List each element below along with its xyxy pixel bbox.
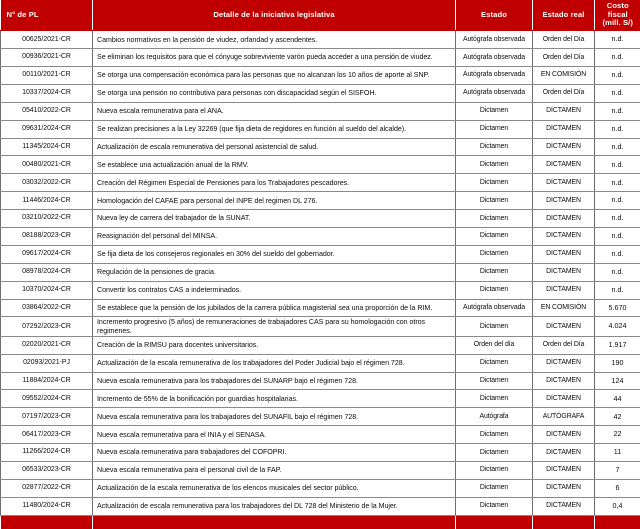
column-header-costo-fiscal [595, 0, 640, 31]
cell-estado: Autógrafa [456, 408, 533, 426]
cell-estado-real: DICTAMEN [533, 354, 595, 372]
column-header-pl-number: N° de PL [1, 0, 93, 31]
cell-costo-fiscal: n.d. [595, 102, 640, 120]
cell-costo-fiscal: n.d. [595, 66, 640, 84]
cell-estado: Dictamen [456, 479, 533, 497]
cell-detail: Nueva escala remunerativa para trabajadores del COFOPRI. [93, 444, 456, 462]
cell-costo-fiscal: n.d. [595, 192, 640, 210]
cell-detail: Actualización de la escala remunerativa de los elencos musicales del sector público. [93, 479, 456, 497]
cell-detail: Se fija dieta de los consejeros regionales en 30% del sueldo del gobernador. [93, 245, 456, 263]
table-row [1, 497, 640, 515]
cell-estado: Dictamen [456, 174, 533, 192]
table-row [1, 156, 640, 174]
cell-detail: Se otorga una compensación económica para las personas que no alcanzan los 10 años de aporte al SNP. [93, 66, 456, 84]
cell-pl-number: 00110/2021-CR [1, 66, 93, 84]
cell-estado: Dictamen [456, 245, 533, 263]
cell-detail: Creación de la RIMSU para docentes universitarios. [93, 336, 456, 354]
table-row [1, 31, 640, 49]
cell-detail: Nueva escala remunerativa para el ANA. [93, 102, 456, 120]
cell-pl-number: 11266/2024-CR [1, 444, 93, 462]
cell-estado-real: EN COMISIÓN [533, 299, 595, 317]
cell-pl-number: 11884/2024-CR [1, 372, 93, 390]
cell-pl-number: 00936/2021-CR [1, 49, 93, 67]
cell-estado-real: Orden del Día [533, 31, 595, 49]
cell-pl-number: 06533/2023-CR [1, 461, 93, 479]
cell-detail: Convertir los contratos CAS a indeterminados. [93, 281, 456, 299]
footer-bar-segment-num [1, 515, 93, 529]
cell-pl-number: 05410/2022-CR [1, 102, 93, 120]
cell-costo-fiscal: n.d. [595, 138, 640, 156]
cell-estado-real: DICTAMEN [533, 263, 595, 281]
cell-costo-fiscal: n.d. [595, 174, 640, 192]
cell-costo-fiscal: 5.670 [595, 299, 640, 317]
cell-costo-fiscal: n.d. [595, 31, 640, 49]
cell-costo-fiscal: 11 [595, 444, 640, 462]
cell-estado: Dictamen [456, 461, 533, 479]
cell-detail: Nueva escala remunerativa para los trabajadores del SUNARP bajo el régimen 728. [93, 372, 456, 390]
cell-estado: Dictamen [456, 156, 533, 174]
cell-pl-number: 02020/2021-CR [1, 336, 93, 354]
cell-estado-real: DICTAMEN [533, 227, 595, 245]
cell-estado-real: DICTAMEN [533, 461, 595, 479]
cell-estado: Dictamen [456, 390, 533, 408]
table-row [1, 49, 640, 67]
cell-estado-real: DICTAMEN [533, 102, 595, 120]
cell-estado: Dictamen [456, 102, 533, 120]
table-row [1, 408, 640, 426]
cell-detail: Nueva escala remunerativa para los trabajadores del SUNAFIL bajo el régimen 728. [93, 408, 456, 426]
column-header-estado-real: Estado real [533, 0, 595, 31]
cell-estado: Dictamen [456, 281, 533, 299]
cell-costo-fiscal: n.d. [595, 156, 640, 174]
costo-fiscal-line1: Costo fiscal [607, 1, 629, 19]
cell-costo-fiscal: n.d. [595, 245, 640, 263]
cell-pl-number: 06417/2023-CR [1, 426, 93, 444]
cell-estado: Dictamen [456, 210, 533, 228]
table-row [1, 336, 640, 354]
cell-pl-number: 08188/2023-CR [1, 227, 93, 245]
footer-bar-segment-estado [456, 515, 533, 529]
table-header [1, 0, 640, 31]
table-row [1, 102, 640, 120]
table-row [1, 174, 640, 192]
cell-costo-fiscal: 1.917 [595, 336, 640, 354]
cell-pl-number: 09552/2024-CR [1, 390, 93, 408]
table-row [1, 120, 640, 138]
cell-estado: Orden del día [456, 336, 533, 354]
table-row [1, 245, 640, 263]
table-row [1, 461, 640, 479]
table-header-row [1, 0, 640, 31]
table-row [1, 84, 640, 102]
cell-estado-real: DICTAMEN [533, 156, 595, 174]
cell-estado: Dictamen [456, 444, 533, 462]
cell-detail: Se establece que la pensión de los jubilados de la carrera pública magisterial sea una proporción de la RIM. [93, 299, 456, 317]
cell-costo-fiscal: n.d. [595, 227, 640, 245]
table-row [1, 66, 640, 84]
table-row [1, 479, 640, 497]
cell-pl-number: 09631/2024-CR [1, 120, 93, 138]
footer-bar-segment-costo [595, 515, 640, 529]
cell-detail: Incremento progresivo (5 años) de remuneraciones de trabajadores CAS para su homologación con otros regimenes. [93, 317, 456, 336]
cell-pl-number: 09617/2024-CR [1, 245, 93, 263]
cell-detail: Creación del Régimen Especial de Pensiones para los Trabajadores pescadores. [93, 174, 456, 192]
cell-estado-real: DICTAMEN [533, 390, 595, 408]
table-row [1, 426, 640, 444]
cell-detail: Actualización de escala remunerativa para los trabajadores del DL 728 del Ministerio de la Mujer. [93, 497, 456, 515]
table-row [1, 372, 640, 390]
cell-costo-fiscal: n.d. [595, 120, 640, 138]
cell-pl-number: 03864/2022-CR [1, 299, 93, 317]
cell-detail: Se realizan precisiones a la Ley 32269 (que fija dieta de regidores en función al sueldo del alcalde). [93, 120, 456, 138]
cell-estado: Autógrafa observada [456, 66, 533, 84]
cell-costo-fiscal: 190 [595, 354, 640, 372]
cell-costo-fiscal: 7 [595, 461, 640, 479]
cell-estado-real: DICTAMEN [533, 120, 595, 138]
cell-pl-number: 03210/2022-CR [1, 210, 93, 228]
table-row [1, 390, 640, 408]
cell-detail: Se otorga una pensión no contributiva para personas con discapacidad según el SISFOH. [93, 84, 456, 102]
cell-estado-real: DICTAMEN [533, 317, 595, 336]
cell-pl-number: 11345/2024-CR [1, 138, 93, 156]
cell-estado: Dictamen [456, 138, 533, 156]
cell-estado: Autógrafa observada [456, 84, 533, 102]
cell-estado: Autógrafa observada [456, 299, 533, 317]
cell-detail: Se eliminan los requisitos para que el cónyuge sobreviviente varón pueda acceder a una pensión de viudez. [93, 49, 456, 67]
table-row [1, 138, 640, 156]
table-row [1, 210, 640, 228]
table-row [1, 444, 640, 462]
cell-estado: Dictamen [456, 497, 533, 515]
cell-estado: Dictamen [456, 426, 533, 444]
cell-pl-number: 02093/2021-PJ [1, 354, 93, 372]
column-header-detail: Detalle de la iniciativa legislativa [93, 0, 456, 31]
cell-estado-real: Orden del Día [533, 84, 595, 102]
cell-estado: Autógrafa observada [456, 31, 533, 49]
cell-detail: Actualización de escala remunerativa del personal asistencial de salud. [93, 138, 456, 156]
cell-costo-fiscal: 42 [595, 408, 640, 426]
cell-detail: Nueva escala remunerativa para el personal civil de la FAP. [93, 461, 456, 479]
cell-pl-number: 02877/2022-CR [1, 479, 93, 497]
cell-costo-fiscal: n.d. [595, 281, 640, 299]
cell-detail: Regulación de la pensiones de gracia. [93, 263, 456, 281]
cell-detail: Cambios normativos en la pensión de viudez, orfandad y ascendentes. [93, 31, 456, 49]
cell-pl-number: 00625/2021-CR [1, 31, 93, 49]
cell-estado-real: Orden del Día [533, 336, 595, 354]
cell-estado: Dictamen [456, 372, 533, 390]
table-body [1, 31, 640, 515]
cell-estado-real: DICTAMEN [533, 138, 595, 156]
cell-detail: Incremento de 55% de la bonificación por guardias hospitalarias. [93, 390, 456, 408]
cell-costo-fiscal: 22 [595, 426, 640, 444]
cell-costo-fiscal: 6 [595, 479, 640, 497]
cell-estado-real: DICTAMEN [533, 245, 595, 263]
cell-estado-real: DICTAMEN [533, 372, 595, 390]
cell-pl-number: 00480/2021-CR [1, 156, 93, 174]
cell-estado-real: DICTAMEN [533, 281, 595, 299]
table-row [1, 299, 640, 317]
cell-estado-real: EN COMISIÓN [533, 66, 595, 84]
cell-costo-fiscal: n.d. [595, 49, 640, 67]
cell-costo-fiscal: 44 [595, 390, 640, 408]
cell-detail: Actualización de la escala remunerativa de los trabajadores del Poder Judicial bajo el régimen 728. [93, 354, 456, 372]
cell-costo-fiscal: n.d. [595, 84, 640, 102]
cell-estado-real: DICTAMEN [533, 426, 595, 444]
cell-estado-real: DICTAMEN [533, 192, 595, 210]
table-footer-row [1, 515, 640, 529]
cell-estado-real: Orden del Día [533, 49, 595, 67]
cell-estado-real: DICTAMEN [533, 479, 595, 497]
footer-bar-segment-detail [93, 515, 456, 529]
cell-detail: Nueva ley de carrera del trabajador de la SUNAT. [93, 210, 456, 228]
cell-pl-number: 08978/2024-CR [1, 263, 93, 281]
cell-costo-fiscal: n.d. [595, 263, 640, 281]
table-row [1, 227, 640, 245]
table-row [1, 281, 640, 299]
cell-estado-real: DICTAMEN [533, 210, 595, 228]
cell-detail: Nueva escala remunerativa para el INIA y el SENASA. [93, 426, 456, 444]
table-row [1, 317, 640, 336]
cell-estado-real: DICTAMEN [533, 444, 595, 462]
cell-costo-fiscal: 124 [595, 372, 640, 390]
cell-costo-fiscal: 0,4 [595, 497, 640, 515]
cell-estado: Dictamen [456, 354, 533, 372]
cell-estado-real: AUTÓGRAFA [533, 408, 595, 426]
table-footer [1, 515, 640, 529]
cell-pl-number: 03032/2022-CR [1, 174, 93, 192]
cell-pl-number: 10337/2024-CR [1, 84, 93, 102]
cell-detail: Se establece una actualización anual de la RMV. [93, 156, 456, 174]
cell-estado: Dictamen [456, 227, 533, 245]
cell-estado: Dictamen [456, 120, 533, 138]
cell-estado-real: DICTAMEN [533, 174, 595, 192]
column-header-estado: Estado [456, 0, 533, 31]
cell-costo-fiscal: 4.024 [595, 317, 640, 336]
cell-pl-number: 11446/2024-CR [1, 192, 93, 210]
table-row [1, 263, 640, 281]
table-row [1, 354, 640, 372]
cell-estado: Dictamen [456, 192, 533, 210]
cell-pl-number: 10370/2024-CR [1, 281, 93, 299]
costo-fiscal-line2: (mill. S/) [602, 18, 633, 27]
cell-costo-fiscal: n.d. [595, 210, 640, 228]
cell-pl-number: 11480/2024-CR [1, 497, 93, 515]
cell-pl-number: 07197/2023-CR [1, 408, 93, 426]
cell-pl-number: 07292/2023-CR [1, 317, 93, 336]
cell-estado: Dictamen [456, 317, 533, 336]
cell-estado: Autógrafa observada [456, 49, 533, 67]
cell-detail: Reasignación del personal del MINSA. [93, 227, 456, 245]
cell-detail: Homologación del CAFAE para personal del INPE del regimen DL 276. [93, 192, 456, 210]
table-row [1, 192, 640, 210]
cell-estado-real: DICTAMEN [533, 497, 595, 515]
cell-estado: Dictamen [456, 263, 533, 281]
footer-bar-segment-estado-real [533, 515, 595, 529]
